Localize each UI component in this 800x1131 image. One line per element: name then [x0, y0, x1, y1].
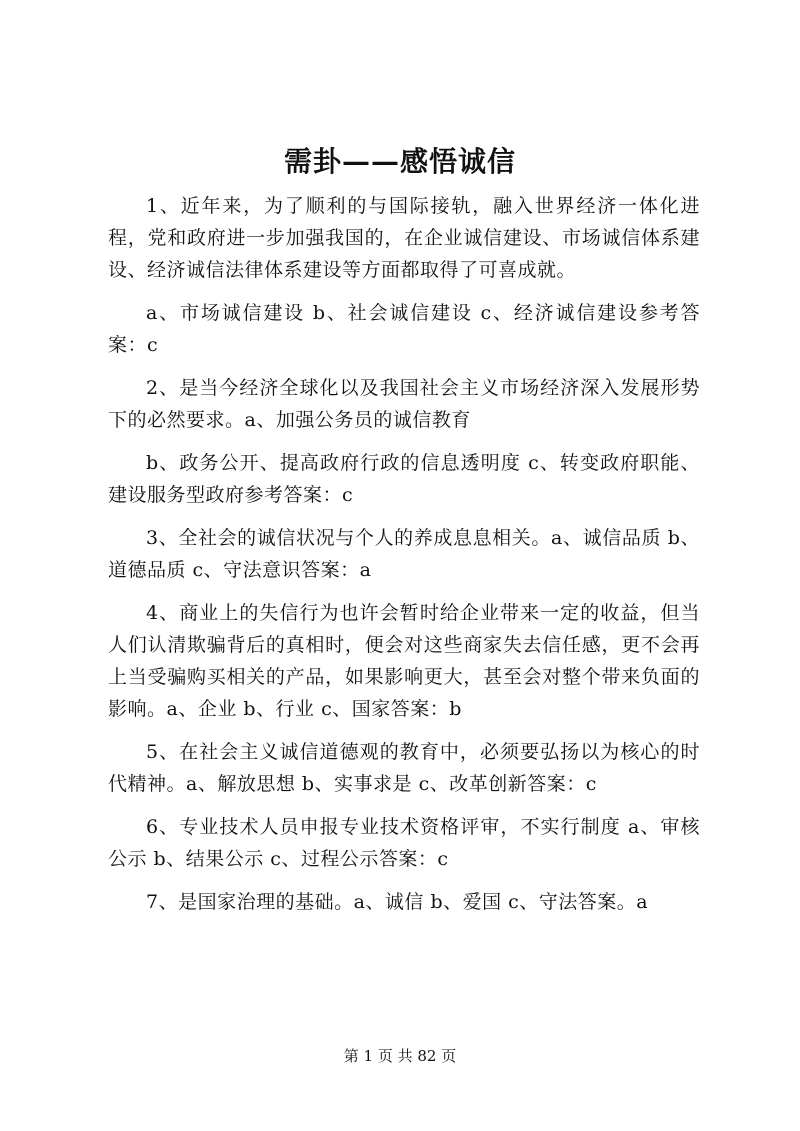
paragraph-3: 2、是当今经济全球化以及我国社会主义市场经济深入发展形势下的必然要求。a、加强公务员的诚信教育 [108, 377, 700, 431]
document-body [108, 190, 700, 929]
paragraph-9: 7、是国家治理的基础。a、诚信 b、爱国 c、守法答案。a [146, 891, 649, 913]
paragraph-4: b、政务公开、提高政府行政的信息透明度 c、转变政府职能、建设服务型政府参考答案：c [108, 452, 700, 506]
paragraph-6: 4、商业上的失信行为也许会暂时给企业带来一定的收益，但当人们认清欺骗背后的真相时，便会对这些商家失去信任感，更不会再上当受骗购买相关的产品，如果影响更大，甚至会对整个带来负面的影响。a、企业 b、行业 c、国家答案：b [108, 602, 700, 720]
paragraph-1: 1、近年来，为了顺利的与国际接轨，融入世界经济一体化进程，党和政府进一步加强我国的，在企业诚信建设、市场诚信体系建设、经济诚信法律体系建设等方面都取得了可喜成就。 [108, 195, 700, 281]
paragraph-5: 3、全社会的诚信状况与个人的养成息息相关。a、诚信品质 b、道德品质 c、守法意识答案：a [108, 527, 700, 581]
page-number-footer: 第 1 页 共 82 页 [343, 1047, 457, 1065]
document-title: 需卦——感悟诚信 [283, 145, 516, 178]
paragraph-8: 6、专业技术人员申报专业技术资格评审，不实行制度 a、审核公示 b、结果公示 c、过程公示答案：c [108, 816, 700, 870]
paragraph-7: 5、在社会主义诚信道德观的教育中，必须要弘扬以为核心的时代精神。a、解放思想 b、实事求是 c、改革创新答案：c [108, 741, 700, 795]
paragraph-2: a、市场诚信建设 b、社会诚信建设 c、经济诚信建设参考答案：c [108, 302, 700, 356]
